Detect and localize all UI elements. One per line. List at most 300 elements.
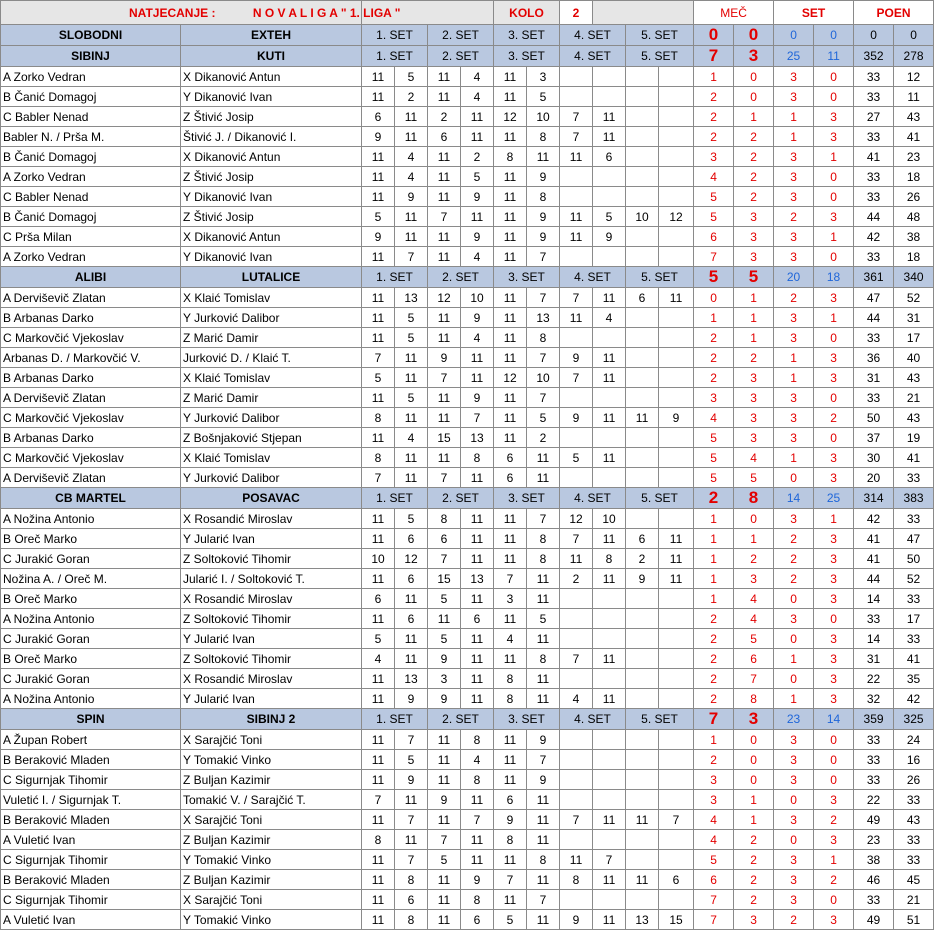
set-score-cell [593,167,626,187]
mec-away-total: 5 [734,267,774,288]
poen-away-total: 325 [894,709,934,730]
mec-home-running: 6 [694,870,734,890]
home-player: B Beraković Mladen [1,750,181,770]
set-score-cell [560,328,593,348]
set-score-cell [560,790,593,810]
poen-away-points: 33 [894,850,934,870]
mec-home-running: 7 [694,247,734,267]
away-player: Y Tomakić Vinko [181,910,362,930]
set-home-count: 0 [774,629,814,649]
set-score-cell: 11 [593,288,626,308]
set-away-count: 3 [814,448,854,468]
poen-home-points: 33 [854,770,894,790]
set-score-cell: 11 [494,750,527,770]
set-score-cell: 8 [428,509,461,529]
mec-away-running: 2 [734,850,774,870]
set-score-cell: 11 [659,288,694,308]
set-score-cell: 11 [461,629,494,649]
set-score-cell [659,509,694,529]
set-score-cell: 4 [461,750,494,770]
set-score-cell [560,770,593,790]
set-score-cell: 7 [560,368,593,388]
set-score-cell: 12 [395,549,428,569]
set-score-cell [626,689,659,709]
set-score-cell: 5 [395,328,428,348]
poen-away-points: 33 [894,509,934,529]
set-score-cell [626,388,659,408]
poen-home-points: 44 [854,569,894,589]
home-player: C Sigurnjak Tihomir [1,890,181,910]
poen-away-points: 26 [894,770,934,790]
set-score-cell [659,669,694,689]
set-score-cell: 11 [494,529,527,549]
poen-home-points: 44 [854,207,894,227]
set-score-cell [659,87,694,107]
poen-home-points: 46 [854,870,894,890]
poen-home-points: 30 [854,448,894,468]
poen-home-points: 14 [854,629,894,649]
away-player: X Rosandić Miroslav [181,589,362,609]
title-row [1,1,934,25]
set-score-cell: 9 [626,569,659,589]
poen-away-points: 43 [894,107,934,127]
home-player: A Nožina Antonio [1,609,181,629]
set-score-cell: 5 [593,207,626,227]
match-header-row [1,709,934,730]
set-score-cell: 8 [395,910,428,930]
home-player: A Vuletić Ivan [1,910,181,930]
set-score-cell: 7 [527,750,560,770]
set-score-cell: 7 [527,388,560,408]
game-row [1,308,934,328]
set-away-total: 14 [814,709,854,730]
set-score-cell [560,589,593,609]
home-player: A Zorko Vedran [1,67,181,87]
kolo-value: 2 [560,1,593,25]
set-home-count: 1 [774,689,814,709]
set-score-cell: 10 [527,368,560,388]
set-score-cell: 11 [395,790,428,810]
set-score-cell: 9 [395,770,428,790]
set-score-cell [659,308,694,328]
set-away-count: 1 [814,147,854,167]
set-score-cell: 11 [428,247,461,267]
set-away-count: 3 [814,127,854,147]
set-home-count: 3 [774,770,814,790]
set-score-cell [659,368,694,388]
set-score-cell: 11 [461,207,494,227]
poen-away-points: 24 [894,730,934,750]
set-score-cell [626,629,659,649]
poen-away-points: 19 [894,428,934,448]
set-score-cell: 4 [461,247,494,267]
mec-home-running: 7 [694,910,734,930]
set-score-cell: 8 [527,187,560,207]
set-score-cell [659,609,694,629]
sheet-body [1,1,934,930]
mec-home-running: 1 [694,549,734,569]
set-score-cell: 11 [659,529,694,549]
set-score-cell [659,67,694,87]
set-score-cell: 7 [527,288,560,308]
set-score-cell: 7 [362,348,395,368]
mec-header: MEČ [694,1,774,25]
set-score-cell: 6 [494,448,527,468]
away-team-name: EXTEH [181,25,362,46]
set-score-cell: 11 [593,127,626,147]
set-score-cell: 9 [428,689,461,709]
set-score-cell: 5 [428,629,461,649]
set-column-label: 1. SET [362,709,428,730]
poen-away-points: 41 [894,448,934,468]
set-score-cell: 8 [362,448,395,468]
set-score-cell [593,770,626,790]
set-score-cell: 11 [494,609,527,629]
set-score-cell: 11 [428,890,461,910]
set-score-cell [626,167,659,187]
match-header-row [1,25,934,46]
set-score-cell: 11 [362,388,395,408]
set-score-cell: 9 [395,187,428,207]
set-score-cell: 11 [461,549,494,569]
mec-home-running: 5 [694,428,734,448]
home-player: A Župan Robert [1,730,181,750]
set-score-cell: 5 [395,308,428,328]
game-row [1,689,934,709]
home-player: B Arbanas Darko [1,308,181,328]
mec-home-running: 4 [694,830,734,850]
set-score-cell: 11 [626,870,659,890]
set-score-cell: 8 [461,730,494,750]
home-player: B Čanić Domagoj [1,207,181,227]
set-score-cell: 11 [362,810,395,830]
set-score-cell: 11 [362,910,395,930]
kolo-label: KOLO [494,1,560,25]
set-home-total: 20 [774,267,814,288]
set-score-cell: 11 [461,649,494,669]
set-score-cell [626,448,659,468]
set-score-cell: 9 [560,348,593,368]
match-header-row [1,488,934,509]
poen-home-points: 42 [854,509,894,529]
set-score-cell: 7 [560,127,593,147]
set-score-cell: 8 [395,870,428,890]
set-home-total: 25 [774,46,814,67]
set-score-cell [626,649,659,669]
set-home-total: 0 [774,25,814,46]
set-score-cell: 8 [560,870,593,890]
set-score-cell: 9 [527,207,560,227]
mec-away-running: 3 [734,207,774,227]
poen-away-points: 47 [894,529,934,549]
set-column-label: 1. SET [362,488,428,509]
set-home-count: 0 [774,468,814,488]
set-away-count: 0 [814,328,854,348]
poen-away-points: 33 [894,629,934,649]
set-score-cell [626,107,659,127]
set-score-cell: 7 [560,810,593,830]
set-score-cell [593,730,626,750]
set-score-cell: 11 [494,770,527,790]
mec-home-running: 1 [694,730,734,750]
set-score-cell [626,227,659,247]
set-score-cell: 6 [494,790,527,810]
mec-away-running: 1 [734,810,774,830]
set-score-cell: 11 [428,609,461,629]
poen-away-points: 16 [894,750,934,770]
set-away-count: 0 [814,187,854,207]
set-score-cell: 5 [527,408,560,428]
mec-home-running: 2 [694,127,734,147]
set-score-cell: 11 [527,669,560,689]
mec-away-running: 1 [734,107,774,127]
set-score-cell: 7 [461,810,494,830]
mec-away-running: 7 [734,669,774,689]
set-score-cell: 11 [659,569,694,589]
away-player: X Dikanović Antun [181,147,362,167]
set-score-cell: 6 [593,147,626,167]
set-score-cell: 9 [659,408,694,428]
set-home-count: 3 [774,227,814,247]
set-score-cell: 7 [395,730,428,750]
set-score-cell [626,589,659,609]
mec-away-running: 1 [734,529,774,549]
set-home-count: 3 [774,730,814,750]
set-column-label: 4. SET [560,25,626,46]
set-score-cell: 10 [461,288,494,308]
set-score-cell: 11 [527,589,560,609]
set-score-cell: 11 [362,750,395,770]
set-score-cell: 11 [494,850,527,870]
set-score-cell [659,348,694,368]
set-score-cell: 11 [494,509,527,529]
set-score-cell: 11 [461,107,494,127]
set-score-cell: 7 [527,247,560,267]
set-score-cell: 10 [527,107,560,127]
away-player: Z Bošnjaković Stjepan [181,428,362,448]
poen-home-total: 359 [854,709,894,730]
home-player: A Nožina Antonio [1,509,181,529]
set-score-cell [626,468,659,488]
set-score-cell: 4 [494,629,527,649]
home-player: B Čanić Domagoj [1,87,181,107]
game-row [1,67,934,87]
set-score-cell: 15 [659,910,694,930]
mec-away-total: 8 [734,488,774,509]
home-team-name: SLOBODNI [1,25,181,46]
game-row [1,669,934,689]
set-score-cell [560,730,593,750]
set-score-cell: 9 [560,408,593,428]
set-score-cell: 11 [428,388,461,408]
set-away-total: 25 [814,488,854,509]
set-home-count: 2 [774,207,814,227]
set-score-cell: 2 [428,107,461,127]
home-player: B Beraković Mladen [1,870,181,890]
set-score-cell: 11 [593,529,626,549]
set-column-label: 5. SET [626,709,694,730]
mec-away-running: 2 [734,187,774,207]
set-score-cell: 7 [527,509,560,529]
mec-home-running: 4 [694,408,734,428]
set-score-cell: 11 [362,87,395,107]
poen-home-points: 49 [854,910,894,930]
home-player: C Markovčić Vjekoslav [1,328,181,348]
set-score-cell: 11 [428,730,461,750]
poen-away-points: 12 [894,67,934,87]
set-score-cell: 7 [560,649,593,669]
game-row [1,589,934,609]
home-player: B Oreč Marko [1,649,181,669]
set-home-count: 2 [774,288,814,308]
set-score-cell: 12 [494,107,527,127]
poen-away-points: 33 [894,790,934,810]
home-player: A Zorko Vedran [1,167,181,187]
set-score-cell [626,247,659,267]
mec-home-total: 0 [694,25,734,46]
mec-home-running: 2 [694,609,734,629]
set-score-cell: 11 [362,770,395,790]
set-score-cell: 11 [362,529,395,549]
set-score-cell: 7 [527,890,560,910]
set-score-cell [560,609,593,629]
set-score-cell: 11 [362,328,395,348]
set-score-cell [593,187,626,207]
set-score-cell: 11 [494,730,527,750]
set-score-cell: 11 [461,589,494,609]
set-score-cell: 11 [593,408,626,428]
game-row [1,629,934,649]
poen-home-points: 33 [854,328,894,348]
poen-home-points: 36 [854,348,894,368]
set-score-cell: 7 [527,348,560,368]
set-score-cell: 11 [527,448,560,468]
set-score-cell: 11 [428,870,461,890]
set-score-cell: 11 [362,870,395,890]
set-score-cell: 4 [395,428,428,448]
set-home-count: 0 [774,589,814,609]
set-score-cell: 9 [527,770,560,790]
mec-home-running: 0 [694,288,734,308]
set-score-cell: 13 [461,569,494,589]
set-away-count: 2 [814,408,854,428]
game-row [1,388,934,408]
mec-home-total: 7 [694,46,734,67]
poen-away-points: 17 [894,328,934,348]
set-score-cell: 11 [494,167,527,187]
set-home-count: 3 [774,247,814,267]
set-score-cell: 8 [527,850,560,870]
set-score-cell: 7 [362,790,395,810]
set-score-cell: 15 [428,428,461,448]
set-home-count: 3 [774,509,814,529]
set-score-cell [659,790,694,810]
set-score-cell [659,589,694,609]
set-score-cell: 9 [461,308,494,328]
set-score-cell: 7 [560,288,593,308]
set-score-cell: 6 [395,890,428,910]
poen-home-points: 32 [854,689,894,709]
set-score-cell: 11 [395,227,428,247]
mec-away-running: 0 [734,730,774,750]
set-score-cell: 11 [593,348,626,368]
set-score-cell: 7 [428,830,461,850]
home-team-name: CB MARTEL [1,488,181,509]
set-score-cell: 9 [461,388,494,408]
set-score-cell [626,830,659,850]
poen-home-points: 33 [854,247,894,267]
set-away-count: 1 [814,850,854,870]
set-away-count: 3 [814,529,854,549]
set-score-cell: 7 [428,468,461,488]
set-score-cell: 11 [527,910,560,930]
set-score-cell: 11 [593,448,626,468]
natjecanje-cell [1,1,401,25]
set-score-cell: 11 [494,227,527,247]
away-team-name: KUTI [181,46,362,67]
set-score-cell: 8 [527,649,560,669]
home-player: C Jurakić Goran [1,549,181,569]
mec-away-running: 4 [734,609,774,629]
set-away-count: 3 [814,468,854,488]
home-team-name: SPIN [1,709,181,730]
set-column-label: 4. SET [560,267,626,288]
mec-away-running: 3 [734,368,774,388]
mec-away-running: 2 [734,549,774,569]
set-column-label: 5. SET [626,25,694,46]
poen-home-points: 41 [854,529,894,549]
set-score-cell: 11 [428,910,461,930]
set-score-cell: 11 [362,509,395,529]
set-away-count: 3 [814,689,854,709]
set-score-cell: 3 [494,589,527,609]
set-score-cell: 11 [560,549,593,569]
set-score-cell [560,428,593,448]
set-score-cell: 5 [395,67,428,87]
game-row [1,348,934,368]
set-home-count: 3 [774,890,814,910]
poen-home-points: 33 [854,388,894,408]
set-home-count: 3 [774,408,814,428]
set-score-cell: 8 [527,529,560,549]
set-home-count: 1 [774,107,814,127]
set-score-cell: 5 [362,207,395,227]
away-player: Jurković D. / Klaić T. [181,348,362,368]
set-away-total: 0 [814,25,854,46]
set-score-cell [659,890,694,910]
poen-home-points: 41 [854,549,894,569]
set-score-cell: 11 [461,509,494,529]
poen-home-points: 42 [854,227,894,247]
mec-away-running: 1 [734,288,774,308]
set-score-cell: 11 [593,368,626,388]
set-score-cell: 5 [395,750,428,770]
set-column-label: 5. SET [626,488,694,509]
set-score-cell: 8 [593,549,626,569]
game-row [1,770,934,790]
home-player: A Vuletić Ivan [1,830,181,850]
set-score-cell: 11 [593,810,626,830]
set-score-cell: 6 [659,870,694,890]
game-row [1,810,934,830]
set-score-cell: 11 [362,167,395,187]
game-row [1,890,934,910]
poen-home-points: 50 [854,408,894,428]
set-score-cell: 6 [494,468,527,488]
set-score-cell: 11 [395,649,428,669]
set-score-cell: 11 [362,890,395,910]
game-row [1,87,934,107]
